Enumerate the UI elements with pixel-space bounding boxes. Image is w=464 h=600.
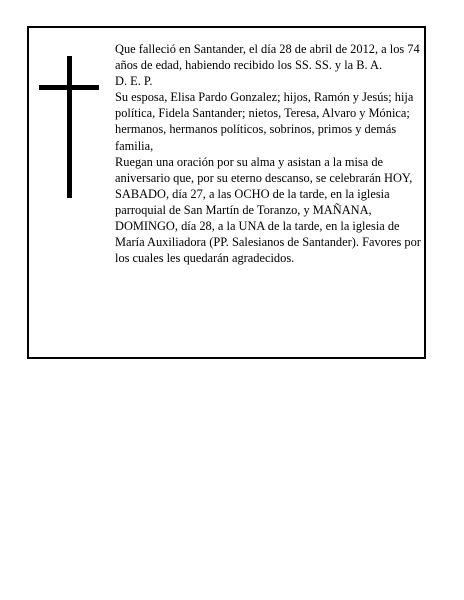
cross-horizontal-bar [39, 85, 99, 90]
obituary-notice [27, 26, 426, 359]
notice-text [115, 41, 421, 266]
notice-death-announcement: Que falleció en Santander, el día 28 de abril de 2012, a los 74 años de edad, habiendo recibido los SS. SS. y la B. A. [115, 42, 420, 73]
cross-icon [39, 56, 99, 198]
notice-rip: D. E. P. [115, 74, 153, 89]
notice-mass-request: Ruegan una oración por su alma y asistan a la misa de aniversario que, por su eterno descanso, se celebrarán HOY, SABADO, día 27, a las OCHO de la tarde, en la iglesia parroquial de San Martín de Toranzo, y MAÑANA, DOMINGO, día 28, a la UNA de la tarde, en la iglesia de María Auxiliadora (PP. Salesianos de Santander). Favores por los cuales les quedarán agradecidos. [115, 154, 421, 266]
cross-vertical-bar [67, 56, 72, 198]
notice-family: Su esposa, Elisa Pardo Gonzalez; hijos, Ramón y Jesús; hija política, Fidela Santander; nietos, Teresa, Alvaro y Mónica; hermanos, hermanos políticos, sobrinos, primos y demás familia, [115, 90, 414, 153]
